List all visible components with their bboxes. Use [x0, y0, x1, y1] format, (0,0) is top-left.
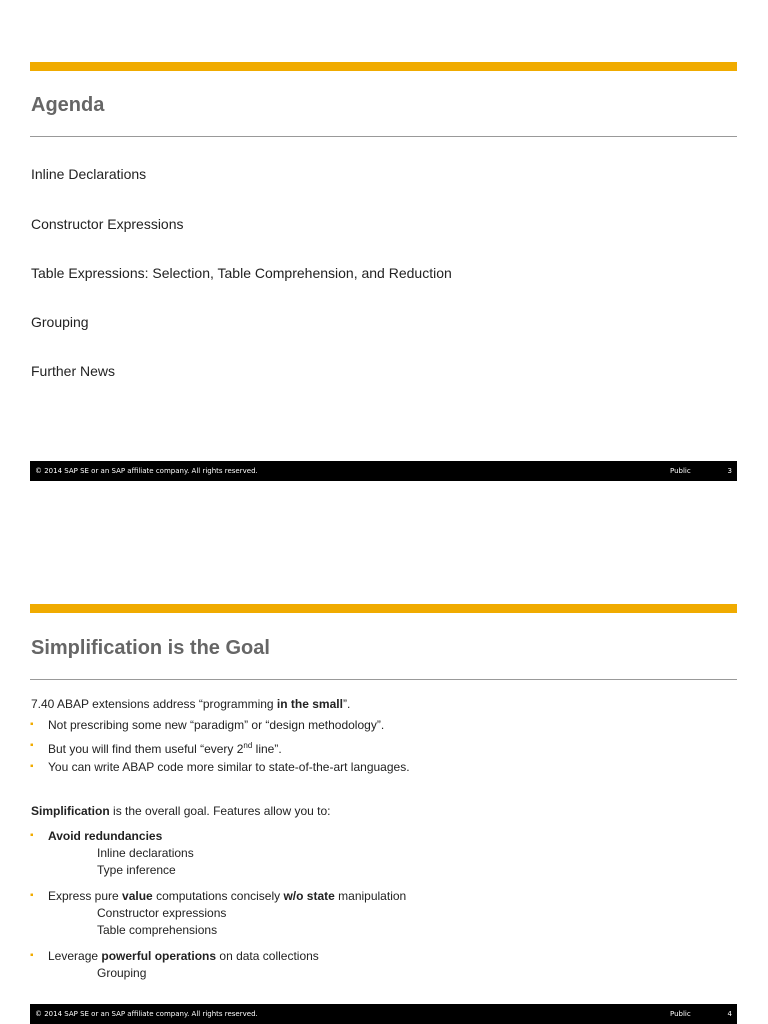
- agenda-item: Further News: [31, 363, 116, 379]
- feature-sub-item: Inline declarations: [97, 846, 194, 860]
- footer-page-number: 4: [727, 1010, 732, 1018]
- bullet-item: You can write ABAP code more similar to state-of-the-art languages.: [48, 760, 410, 774]
- footer-page-number: 3: [727, 467, 732, 475]
- title-rule: [30, 136, 737, 137]
- accent-bar: [30, 62, 737, 71]
- square-bullet-icon: ▪: [30, 830, 34, 841]
- feature-item: Leverage powerful operations on data collections: [48, 949, 319, 963]
- agenda-item: Grouping: [31, 314, 89, 330]
- bullet-item: But you will find them useful “every 2nd line”.: [48, 741, 282, 756]
- feature-item: Express pure value computations concisely w/o state manipulation: [48, 889, 407, 903]
- feature-sub-item: Table comprehensions: [97, 923, 218, 937]
- square-bullet-icon: ▪: [30, 761, 34, 772]
- agenda-item: Inline Declarations: [31, 166, 147, 182]
- goal-line: Simplification is the overall goal. Features allow you to:: [31, 804, 331, 818]
- feature-sub-item: Grouping: [97, 966, 147, 980]
- feature-sub-item: Type inference: [97, 863, 176, 877]
- feature-sub-item: Constructor expressions: [97, 906, 227, 920]
- footer-classification: Public: [670, 467, 691, 475]
- agenda-item: Constructor Expressions: [31, 216, 184, 232]
- feature-item: Avoid redundancies: [48, 829, 163, 843]
- agenda-item: Table Expressions: Selection, Table Comprehension, and Reduction: [31, 265, 452, 281]
- square-bullet-icon: ▪: [30, 740, 34, 751]
- intro-line: 7.40 ABAP extensions address “programming in the small”.: [31, 697, 351, 711]
- bullet-item: Not prescribing some new “paradigm” or “design methodology”.: [48, 718, 385, 732]
- slide-footer: [30, 461, 737, 481]
- slide-title: Agenda: [31, 94, 105, 116]
- slide-footer: [30, 1004, 737, 1024]
- footer-copyright: © 2014 SAP SE or an SAP affiliate company. All rights reserved.: [35, 1010, 258, 1018]
- square-bullet-icon: ▪: [30, 950, 34, 961]
- square-bullet-icon: ▪: [30, 890, 34, 901]
- accent-bar: [30, 604, 737, 613]
- title-rule: [30, 679, 737, 680]
- footer-copyright: © 2014 SAP SE or an SAP affiliate company. All rights reserved.: [35, 467, 258, 475]
- slide-title: Simplification is the Goal: [31, 637, 270, 659]
- square-bullet-icon: ▪: [30, 719, 34, 730]
- footer-classification: Public: [670, 1010, 691, 1018]
